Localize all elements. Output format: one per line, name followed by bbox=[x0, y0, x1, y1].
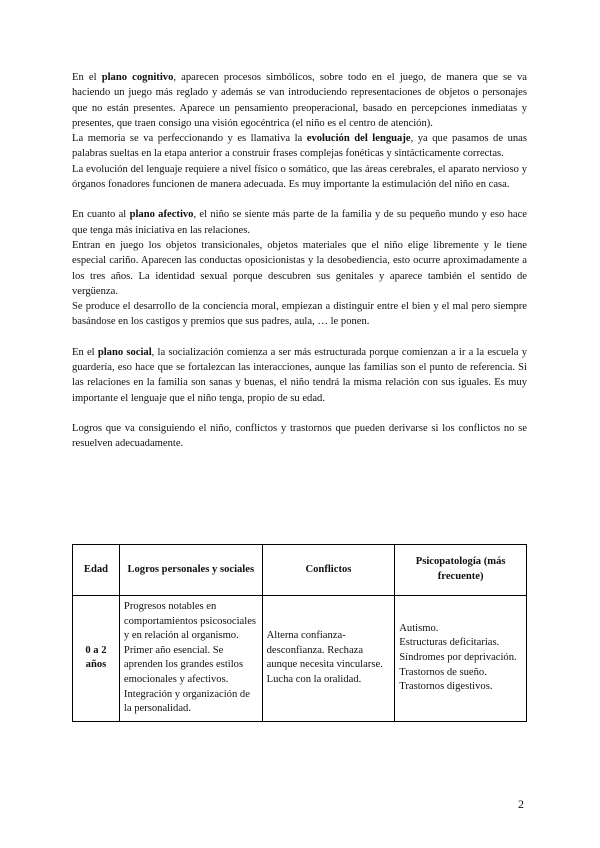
header-edad: Edad bbox=[73, 545, 120, 596]
paragraph-affective: En cuanto al plano afectivo, el niño se siente más parte de la familia y de su pequeño mundo y eso hace que tenga más iniciativa en las relaciones. bbox=[72, 209, 527, 236]
cell-edad: 0 a 2 años bbox=[73, 596, 120, 722]
table-header-row bbox=[73, 545, 527, 596]
list-item: Trastornos de sueño. bbox=[399, 666, 487, 678]
paragraph-transitional-objects: Entran en juego los objetos transicionales, objetos materiales que el niño elige libremente y le tiene especial cariño. Aparecen las conductas oposicionistas y la desobediencia, esto ocurre aproximadamente a los tres años. La identidad sexual porque descubren sus genitales y aparece también el sentido de vergüenza. bbox=[72, 239, 527, 297]
header-psicopatologia: Psicopatología (más frecuente) bbox=[395, 545, 527, 596]
paragraph-social: En el plano social, la socialización comienza a ser más estructurada porque comienzan a ir a la escuela y guardería, eso hace que se fortalezcan las interacciones, aunque las familias son el punto de referencia. Si las relaciones en la familia son sanas y buenas, el niño tendrá la misma relación con sus iguales. Es muy importante el lenguaje que el niño tenga, propio de su edad. bbox=[72, 346, 527, 404]
paragraph-moral-conscience: Se produce el desarrollo de la conciencia moral, empiezan a distinguir entre el bien y el mal pero siempre basándose en los castigos y premios que sus padres, aula, … le ponen. bbox=[72, 301, 527, 328]
list-item: Autismo. bbox=[399, 622, 439, 634]
cell-psicopatologia bbox=[395, 596, 527, 722]
list-item: Síndromes por deprivación. bbox=[399, 652, 517, 664]
cell-conflictos: Alterna confianza-desconfianza. Rechaza aunque necesita vincularse. Lucha con la oralidad. bbox=[262, 596, 395, 722]
document-body bbox=[72, 70, 527, 452]
paragraph-intro-table: Logros que va consiguiendo el niño, conflictos y trastornos que pueden derivarse si los conflictos no se resuelven adecuadamente. bbox=[72, 422, 527, 450]
development-table bbox=[72, 544, 527, 722]
header-logros: Logros personales y sociales bbox=[119, 545, 262, 596]
list-item: Estructuras deficitarias. bbox=[399, 637, 500, 649]
paragraph-cognitive: En el plano cognitivo, aparecen procesos simbólicos, sobre todo en el juego, de manera que se va haciendo un juego más reglado y además se van introduciendo representaciones de objetos o personajes que no están presentes. Aparece un pensamiento preoperacional, basado en percepciones inmediatas y presentes, que traen consigo una visión egocéntrica (el niño es el centro de atención). bbox=[72, 72, 528, 129]
list-item: Trastornos digestivos. bbox=[399, 681, 493, 693]
cell-logros: Progresos notables en comportamientos psicosociales y en relación al organismo. Primer año esencial. Se aprenden los grandes estilos emocionales y afectivos. Integración y organización de la personalidad. bbox=[119, 596, 262, 722]
table-row bbox=[73, 596, 527, 722]
header-conflictos: Conflictos bbox=[262, 545, 395, 596]
page-number: 2 bbox=[518, 797, 524, 811]
paragraph-language: La memoria se va perfeccionando y es llamativa la evolución del lenguaje, ya que pasamos de unas palabras sueltas en la etapa anterior a construir frases complejas fonéticas y sintácticamente correctas. bbox=[72, 133, 527, 160]
paragraph-language-physical: La evolución del lenguaje requiere a nivel físico o somático, que las áreas cerebrales, el aparato nervioso y órganos fonadores funcionen de manera adecuada. Es muy importante la estimulación del niño en casa. bbox=[72, 163, 527, 191]
